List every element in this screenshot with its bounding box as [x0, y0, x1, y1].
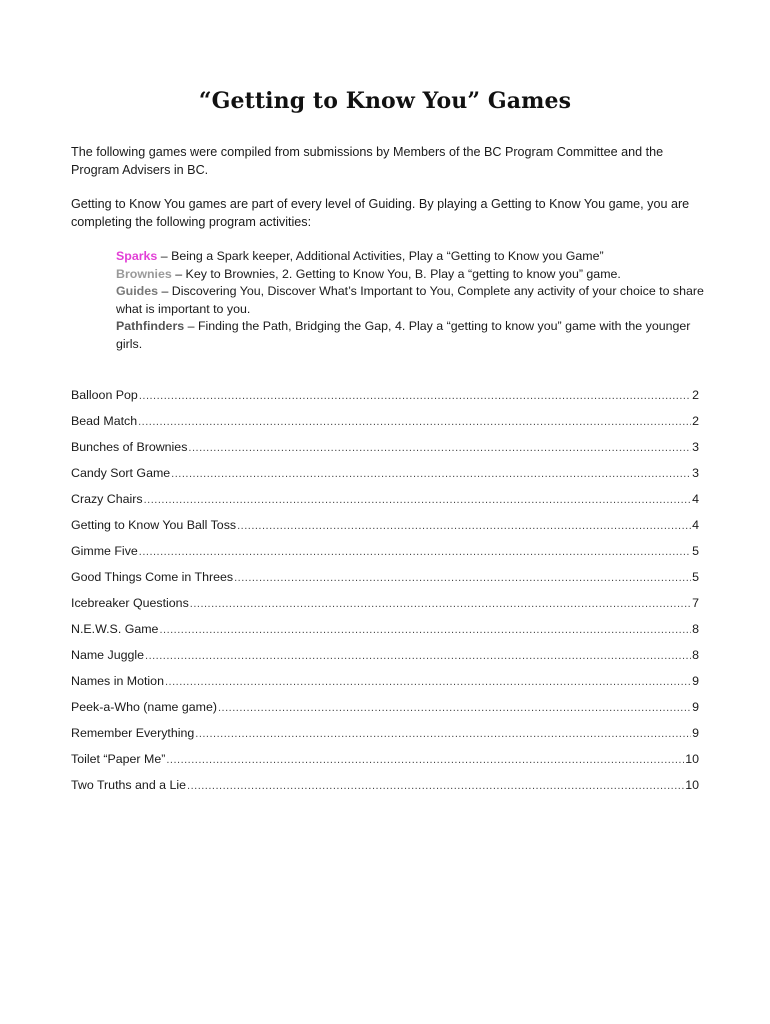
level-guides [116, 283, 706, 318]
level-brownies [116, 266, 706, 284]
toc-entry-title: Remember Everything [71, 726, 195, 740]
toc-entry-title: Balloon Pop [71, 388, 138, 402]
toc-entry[interactable] [71, 648, 699, 674]
toc-entry-title: Getting to Know You Ball Toss [71, 518, 237, 532]
toc-leader-dots [138, 416, 691, 428]
toc-entry[interactable] [71, 596, 699, 622]
toc-entry-title: Names in Motion [71, 674, 164, 688]
toc-entry-page: 9 [692, 700, 699, 714]
level-text-pathfinders: – Finding the Path, Bridging the Gap, 4. Play a “getting to know you” game with the younger girls. [116, 319, 691, 351]
toc-entry[interactable] [71, 492, 699, 518]
toc-leader-dots [218, 702, 691, 714]
toc-leader-dots [139, 546, 691, 558]
level-text-guides: – Discovering You, Discover What’s Important to You, Complete any activity of your choice to share what is important to you. [116, 284, 704, 316]
toc-entry[interactable] [71, 778, 699, 804]
toc-leader-dots [190, 598, 691, 610]
toc-leader-dots [145, 650, 691, 662]
toc-entry-title: Two Truths and a Lie [71, 778, 187, 792]
level-text-sparks: – Being a Spark keeper, Additional Activities, Play a “Getting to Know you Game” [157, 249, 604, 263]
toc-entry[interactable] [71, 674, 699, 700]
toc-entry-page: 2 [692, 388, 699, 402]
toc-entry-page: 5 [692, 570, 699, 584]
toc-entry-title: Bunches of Brownies [71, 440, 188, 454]
level-name-sparks: Sparks [116, 249, 158, 263]
toc-leader-dots [234, 572, 691, 584]
intro-paragraph: The following games were compiled from submissions by Members of the BC Program Committee and the Program Advisers in BC. [71, 145, 664, 177]
toc-entry-page: 10 [685, 778, 699, 792]
toc-entry[interactable] [71, 544, 699, 570]
toc-entry[interactable] [71, 726, 699, 752]
toc-leader-dots [165, 676, 691, 688]
toc-entry[interactable] [71, 440, 699, 466]
toc-leader-dots [159, 624, 691, 636]
toc-entry-title: Name Juggle [71, 648, 145, 662]
toc-entry-page: 5 [692, 544, 699, 558]
toc-entry-page: 4 [692, 492, 699, 506]
toc-leader-dots [188, 442, 691, 454]
toc-entry-title: Peek-a-Who (name game) [71, 700, 217, 714]
toc-entry-page: 4 [692, 518, 699, 532]
toc-leader-dots [237, 520, 691, 532]
toc-entry-page: 7 [692, 596, 699, 610]
toc-leader-dots [144, 494, 691, 506]
toc-entry-title: Gimme Five [71, 544, 138, 558]
toc-entry-page: 3 [692, 440, 699, 454]
toc-entry-page: 8 [692, 648, 699, 662]
table-of-contents [71, 388, 699, 804]
toc-entry[interactable] [71, 752, 699, 778]
toc-entry-page: 10 [685, 752, 699, 766]
toc-entry-page: 8 [692, 622, 699, 636]
toc-entry-title: Toilet “Paper Me” [71, 752, 166, 766]
toc-entry-title: Candy Sort Game [71, 466, 171, 480]
toc-entry[interactable] [71, 466, 699, 492]
level-pathfinders [116, 318, 706, 353]
toc-entry[interactable] [71, 570, 699, 596]
toc-entry-title: N.E.W.S. Game [71, 622, 159, 636]
toc-entry-title: Crazy Chairs [71, 492, 143, 506]
toc-entry-title: Icebreaker Questions [71, 596, 189, 610]
toc-leader-dots [139, 390, 691, 402]
level-name-guides: Guides [116, 284, 158, 298]
toc-leader-dots [171, 468, 691, 480]
toc-entry[interactable] [71, 622, 699, 648]
document-title: “Getting to Know You” Games [198, 88, 572, 114]
toc-entry-title: Bead Match [71, 414, 138, 428]
toc-leader-dots [187, 780, 684, 792]
toc-entry[interactable] [71, 388, 699, 414]
level-name-brownies: Brownies [116, 266, 172, 281]
level-text-brownies: – Key to Brownies, 2. Getting to Know You, B. Play a “getting to know you” game. [171, 266, 621, 281]
toc-entry-page: 3 [692, 466, 699, 480]
toc-entry-page: 9 [692, 674, 699, 688]
toc-entry[interactable] [71, 700, 699, 726]
toc-leader-dots [166, 754, 684, 766]
level-sparks [116, 248, 706, 266]
program-activities-paragraph: Getting to Know You games are part of every level of Guiding. By playing a Getting to Know You game, you are completing the following program activities: [71, 197, 690, 229]
toc-leader-dots [195, 728, 691, 740]
toc-entry-page: 9 [692, 726, 699, 740]
toc-entry-page: 2 [692, 414, 699, 428]
toc-entry-title: Good Things Come in Threes [71, 570, 234, 584]
toc-entry[interactable] [71, 414, 699, 440]
program-levels-list [116, 248, 706, 353]
level-name-pathfinders: Pathfinders [116, 319, 185, 333]
toc-entry[interactable] [71, 518, 699, 544]
